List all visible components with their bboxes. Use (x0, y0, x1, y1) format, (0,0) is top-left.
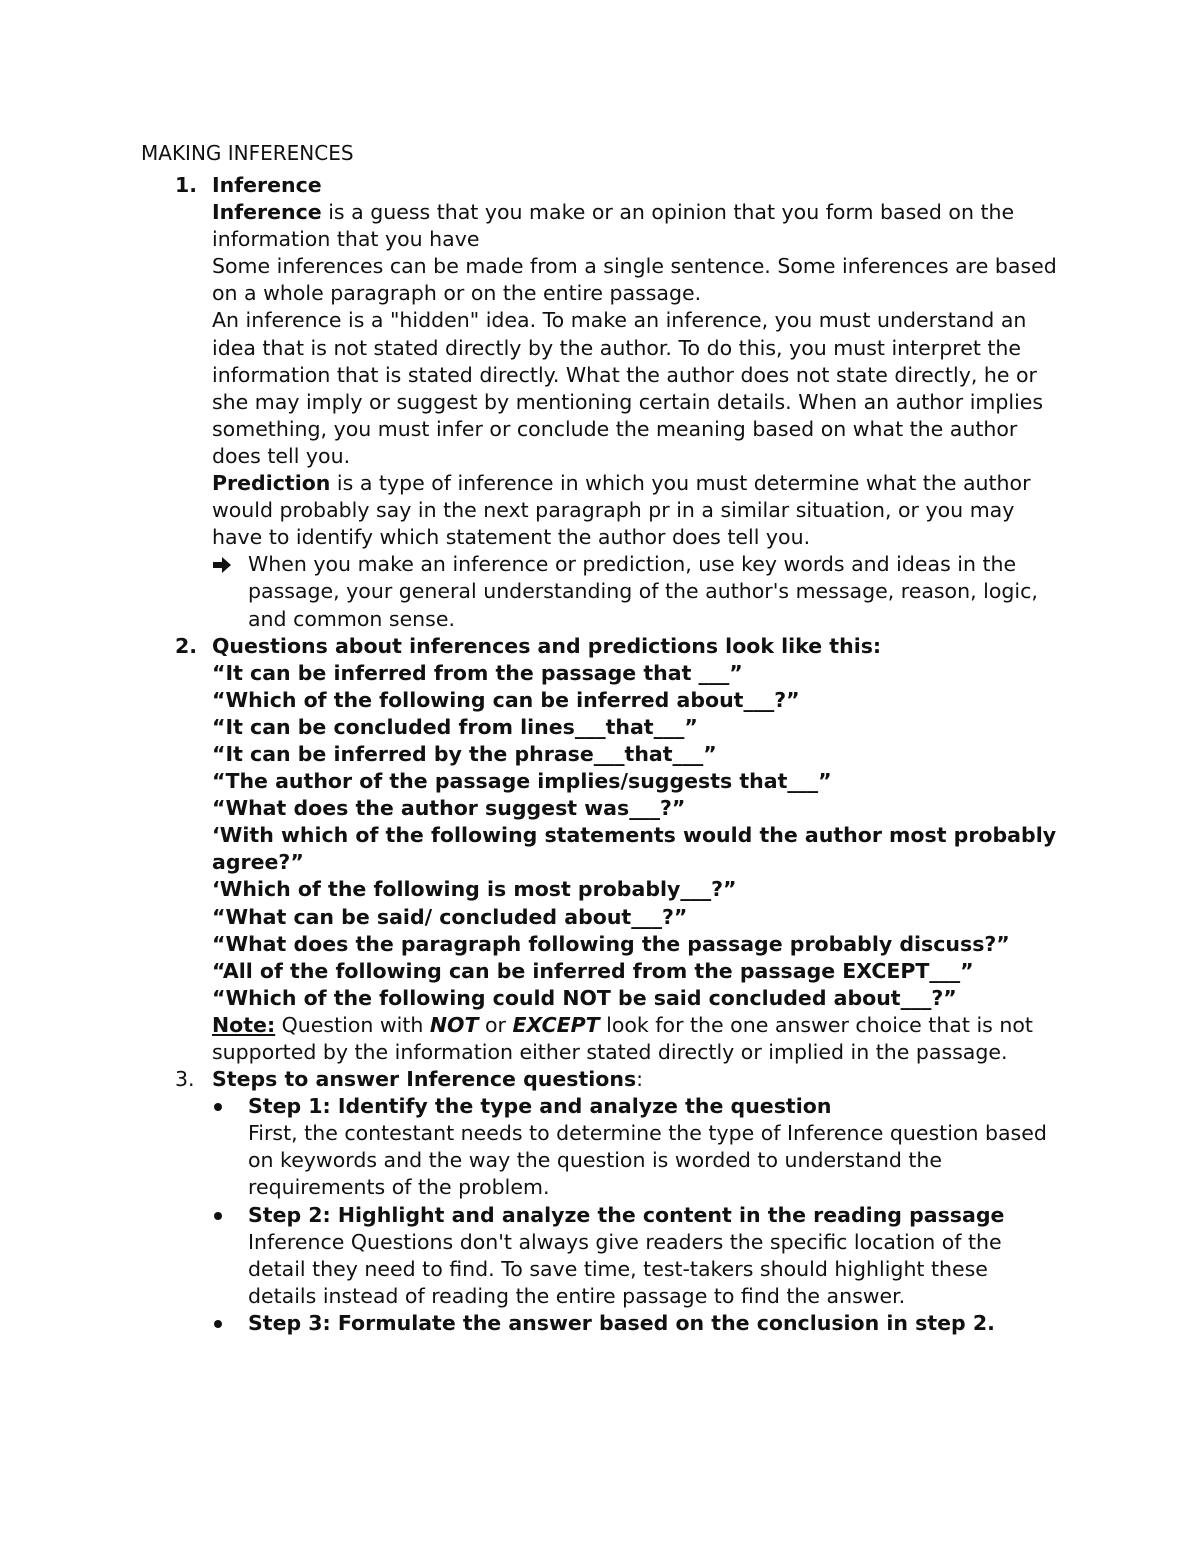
note-text: or (478, 1012, 513, 1037)
definition-text: is a guess that you make or an opinion that you form based on the information that you have (212, 200, 1015, 252)
question-example: “Which of the following can be inferred about___?” (212, 687, 800, 712)
step-text: Inference Questions don't always give readers the specific location of the detail they need to find. To save time, test-takers should highlight these details instead of reading the entire passage to find the answer. (248, 1229, 1002, 1308)
section-steps (141, 1066, 1061, 1337)
step-title: Step 3: Formulate the answer based on the conclusion in step 2. (248, 1310, 995, 1335)
section-number: 1. (175, 173, 198, 197)
question-example: “Which of the following could NOT be said concluded about___?” (212, 985, 957, 1010)
section-number: 3. (175, 1067, 195, 1092)
section-heading: Questions about inferences and predictions look like this: (212, 633, 882, 658)
question-example: “What does the author suggest was___?” (212, 796, 686, 821)
prediction-term: Prediction (212, 471, 331, 496)
note-text: look for the one answer choice that is not supported by the information either stated directly or implied in the passage. (212, 1012, 1033, 1064)
bullet-icon (214, 1212, 222, 1220)
section-heading: Inference (212, 173, 322, 197)
question-example: “What can be said/ concluded about___?” (212, 904, 688, 929)
note-keyword-not: NOT (429, 1012, 479, 1037)
step-text: First, the contestant needs to determine the type of Inference question based on keywords and the way the question is worded to understand the requirements of the problem. (248, 1121, 1047, 1200)
question-example: “All of the following can be inferred from the passage EXCEPT___” (212, 958, 974, 983)
paragraph: Some inferences can be made from a single sentence. Some inferences are based on a whole paragraph or on the entire passage. (212, 254, 1057, 306)
question-example: ‘With which of the following statements would the author most probably agree?” (212, 823, 1057, 875)
step-item (212, 1310, 1061, 1337)
document-content (141, 140, 1061, 1337)
definition-term: Inference (212, 200, 322, 225)
section-questions (141, 633, 1061, 1067)
question-example: ‘Which of the following is most probably___?” (212, 877, 737, 902)
note-paragraph (212, 1012, 1061, 1066)
section-number: 2. (175, 633, 198, 658)
section-heading-text: Steps to answer Inference questions (212, 1067, 637, 1092)
bullet-icon (214, 1103, 222, 1111)
step-title: Step 1: Identify the type and analyze the question (248, 1094, 832, 1119)
step-item (212, 1202, 1061, 1310)
question-example: “The author of the passage implies/suggests that___” (212, 769, 832, 794)
arrow-right-icon (212, 555, 232, 575)
prediction-definition (212, 470, 1061, 551)
step-item (212, 1093, 1061, 1201)
question-example: “It can be concluded from lines___that___” (212, 714, 698, 739)
section-heading-suffix: : (636, 1067, 644, 1092)
section-inference (141, 172, 1061, 633)
question-example: “It can be inferred from the passage that ___” (212, 660, 743, 685)
section-heading (212, 1066, 1061, 1093)
tip-item (212, 551, 1061, 632)
document-title: MAKING INFERENCES (141, 141, 354, 165)
note-text: Question with (275, 1012, 430, 1037)
section-list (141, 172, 1061, 1337)
note-keyword-except: EXCEPT (512, 1012, 600, 1037)
question-example: “It can be inferred by the phrase___that___” (212, 741, 717, 766)
tip-text: When you make an inference or prediction, use key words and ideas in the passage, your general understanding of the author's message, reason, logic, and common sense. (248, 552, 1038, 631)
inference-definition (212, 199, 1061, 253)
step-title: Step 2: Highlight and analyze the content in the reading passage (248, 1202, 1005, 1227)
note-label: Note: (212, 1012, 276, 1037)
bullet-icon (214, 1320, 222, 1328)
question-example: “What does the paragraph following the passage probably discuss?” (212, 931, 1010, 956)
paragraph: An inference is a "hidden" idea. To make an inference, you must understand an idea that is not stated directly by the author. To do this, you must interpret the information that is stated directly. What the author does not state directly, he or she may imply or suggest by mentioning certain details. When an author implies something, you must infer or conclude the meaning based on what the author does tell you. (212, 308, 1044, 468)
prediction-text: is a type of inference in which you must determine what the author would probably say in the next paragraph pr in a similar situation, or you may have to identify which statement the author does tell you. (212, 471, 1031, 550)
